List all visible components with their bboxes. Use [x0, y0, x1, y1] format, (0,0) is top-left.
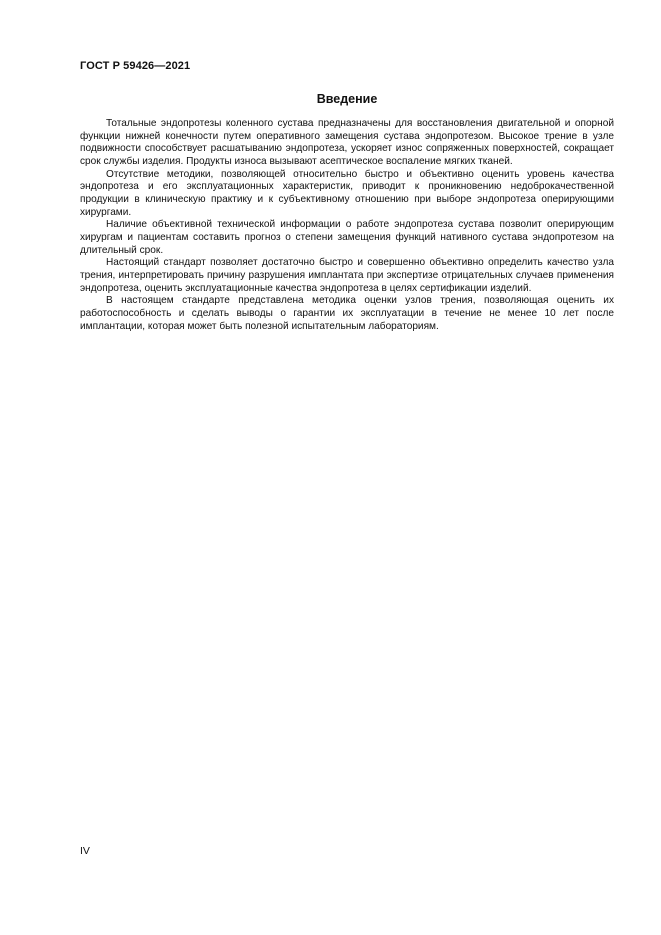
paragraph: Настоящий стандарт позволяет достаточно быстро и совершенно объективно определить качество узла трения, интерпретировать причину разрушения имплантата при экспертизе отрицательных случаев применения эндопротеза, оценить эксплуатационные качества эндопротеза в целях сертификации изделий. [80, 257, 614, 294]
introduction-body [80, 118, 614, 333]
document-header: ГОСТ Р 59426—2021 [80, 60, 191, 72]
paragraph: Наличие объективной технической информации о работе эндопротеза сустава позволит оперирующим хирургам и пациентам составить прогноз о степени замещения функций нативного сустава эндопротезом на длительный срок. [80, 219, 614, 256]
page-number: IV [80, 845, 90, 857]
section-title: Введение [316, 92, 378, 106]
paragraph: Тотальные эндопротезы коленного сустава предназначены для восстановления двигательной и опорной функции нижней конечности путем оперативного замещения сустава эндопротезом. Высокое трение в узле подвижности способствует расшатыванию эндопротеза, ускоряет износ сопряженных поверхностей, сокращает срок службы изделия. Продукты износа вызывают асептическое воспаление мягких тканей. [80, 118, 614, 167]
paragraph: В настоящем стандарте представлена методика оценки узлов трения, позволяющая оценить их работоспособность и сделать выводы о гарантии их эксплуатации в течение не менее 10 лет после имплантации, которая может быть полезной испытательным лабораториям. [80, 295, 614, 332]
paragraph: Отсутствие методики, позволяющей относительно быстро и объективно оценить уровень качества эндопротеза и его эксплуатационных характеристик, приводит к проникновению недоброкачественной продукции в клиническую практику и к субъективному отношению при выборе эндопротеза оперирующими хирургами. [80, 168, 614, 218]
